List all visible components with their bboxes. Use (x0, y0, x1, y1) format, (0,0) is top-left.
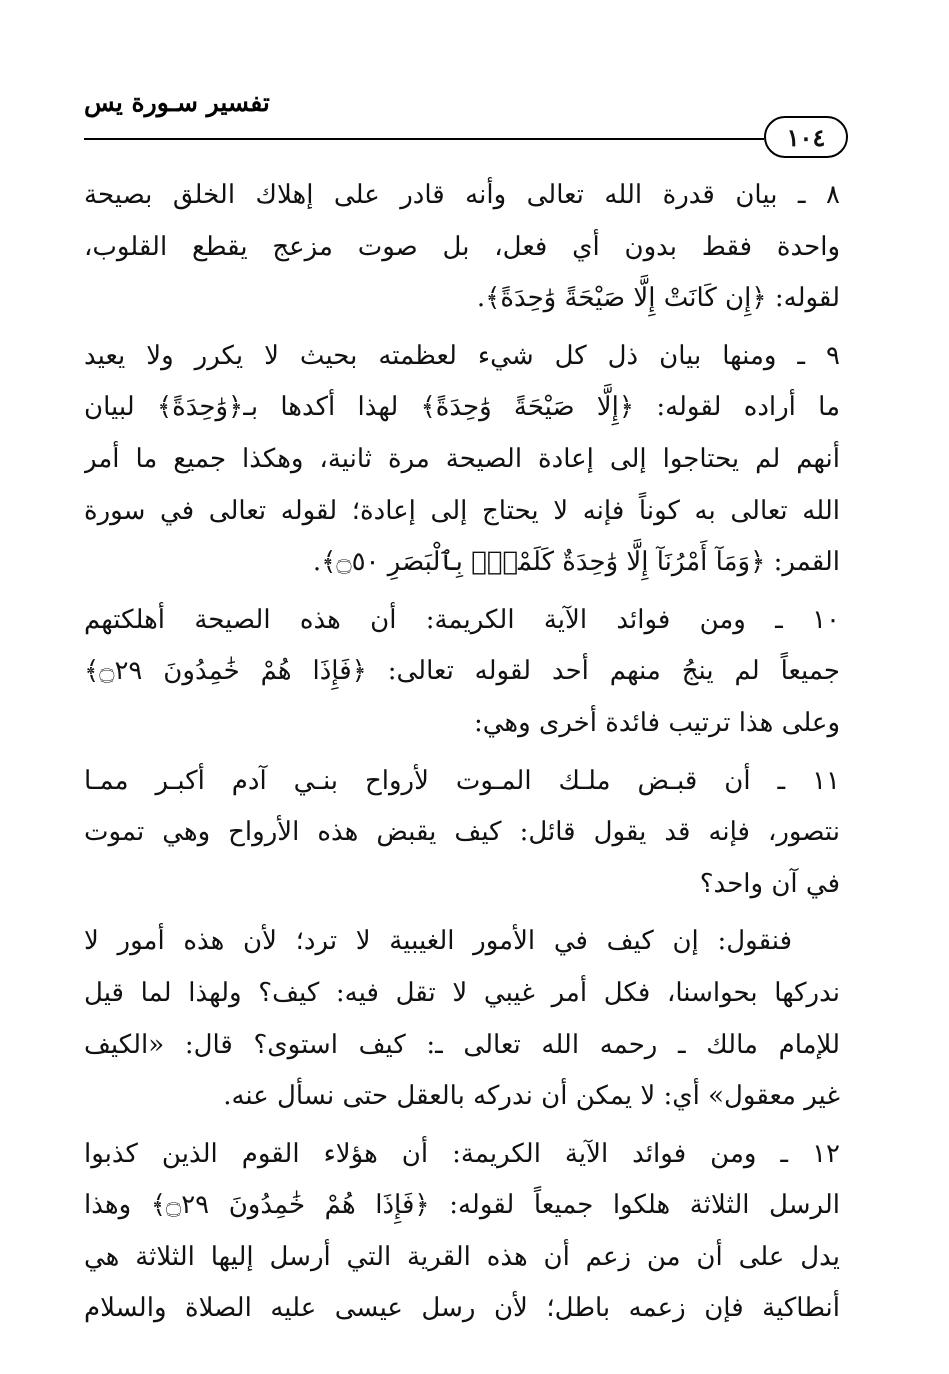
text-line: ١١ ـ أن قبـض ملـك المـوت لأرواح بنـي آدم أكبـر ممـا (84, 765, 840, 796)
text-line: أنطاكية فإن زعمه باطل؛ لأن رسل عيسى عليه الصلاة والسلام (84, 1293, 840, 1324)
text-line: ١٢ ـ ومن فوائد الآية الكريمة: أن هؤلاء القوم الذين كذبوا (84, 1138, 840, 1169)
text-line: القمر: ﴿وَمَآ أَمْرُنَآ إِلَّا وَٰحِدَةٌ كَلَمْحٍۭ بِٱلْبَصَرِ ۝٥٠﴾. (312, 547, 840, 578)
text-line: غير معقول» أي: لا يمكن أن ندركه بالعقل حتى نسأل عنه. (223, 1081, 840, 1112)
paragraph (84, 331, 840, 589)
text-line: للإمام مالك ـ رحمه الله تعالى ـ: كيف استوى؟ قال: «الكيف (84, 1029, 840, 1060)
text-line: وعلى هذا ترتيب فائدة أخرى وهي: (474, 707, 840, 738)
text-line: الرسل الثلاثة هلكوا جميعاً لقوله: ﴿فَإِذَا هُمْ خَٰمِدُونَ ۝٢٩﴾ وهذا (84, 1190, 840, 1221)
paragraph (84, 1129, 840, 1335)
header-divider (84, 138, 764, 140)
body-text (84, 170, 840, 1341)
paragraph (84, 170, 840, 325)
text-line: في آن واحد؟ (699, 868, 840, 899)
text-line: ندركها بحواسنا، فكل أمر غيبي لا تقل فيه: كيف؟ ولهذا لما قيل (84, 977, 840, 1008)
text-line: فنقول: إن كيف في الأمور الغيبية لا ترد؛ لأن هذه أمور لا (84, 926, 792, 957)
paragraph (84, 756, 840, 911)
text-line: أنهم لم يحتاجوا إلى إعادة الصيحة مرة ثانية، وهكذا جميع ما أمر (84, 443, 840, 474)
running-header-title: تفسير سـورة يس (84, 88, 270, 117)
paragraph (84, 916, 840, 1122)
text-line: الله تعالى به كوناً فإنه لا يحتاج إلى إعادة؛ لقوله تعالى في سورة (84, 495, 840, 526)
text-line: جميعاً لم ينجُ منهم أحد لقوله تعالى: ﴿فَإِذَا هُمْ خَٰمِدُونَ ۝٢٩﴾ (84, 656, 840, 687)
text-line: ١٠ ـ ومن فوائد الآية الكريمة: أن هذه الصيحة أهلكتهم (84, 604, 840, 635)
text-line: يدل على أن من زعم أن هذه القرية التي أرسل إليها الثلاثة هي (84, 1241, 840, 1272)
text-line: لقوله: ﴿إِن كَانَتْ إِلَّا صَيْحَةً وَٰحِدَةً﴾. (476, 283, 840, 314)
text-line: ٩ ـ ومنها بيان ذل كل شيء لعظمته بحيث لا يكرر ولا يعيد (84, 340, 840, 371)
page-number-badge: ١٠٤ (764, 116, 848, 158)
text-line: ما أراده لقوله: ﴿إِلَّا صَيْحَةً وَٰحِدَةً﴾ لهذا أكدها بـ﴿وَٰحِدَةً﴾ لبيان (84, 392, 840, 423)
text-line: واحدة فقط بدون أي فعل، بل صوت مزعج يقطع القلوب، (84, 231, 840, 262)
paragraph (84, 595, 840, 750)
text-line: ٨ ـ بيان قدرة الله تعالى وأنه قادر على إهلاك الخلق بصيحة (84, 180, 840, 210)
text-line: نتصور، فإنه قد يقول قائل: كيف يقبض هذه الأرواح وهي تموت (84, 817, 840, 848)
